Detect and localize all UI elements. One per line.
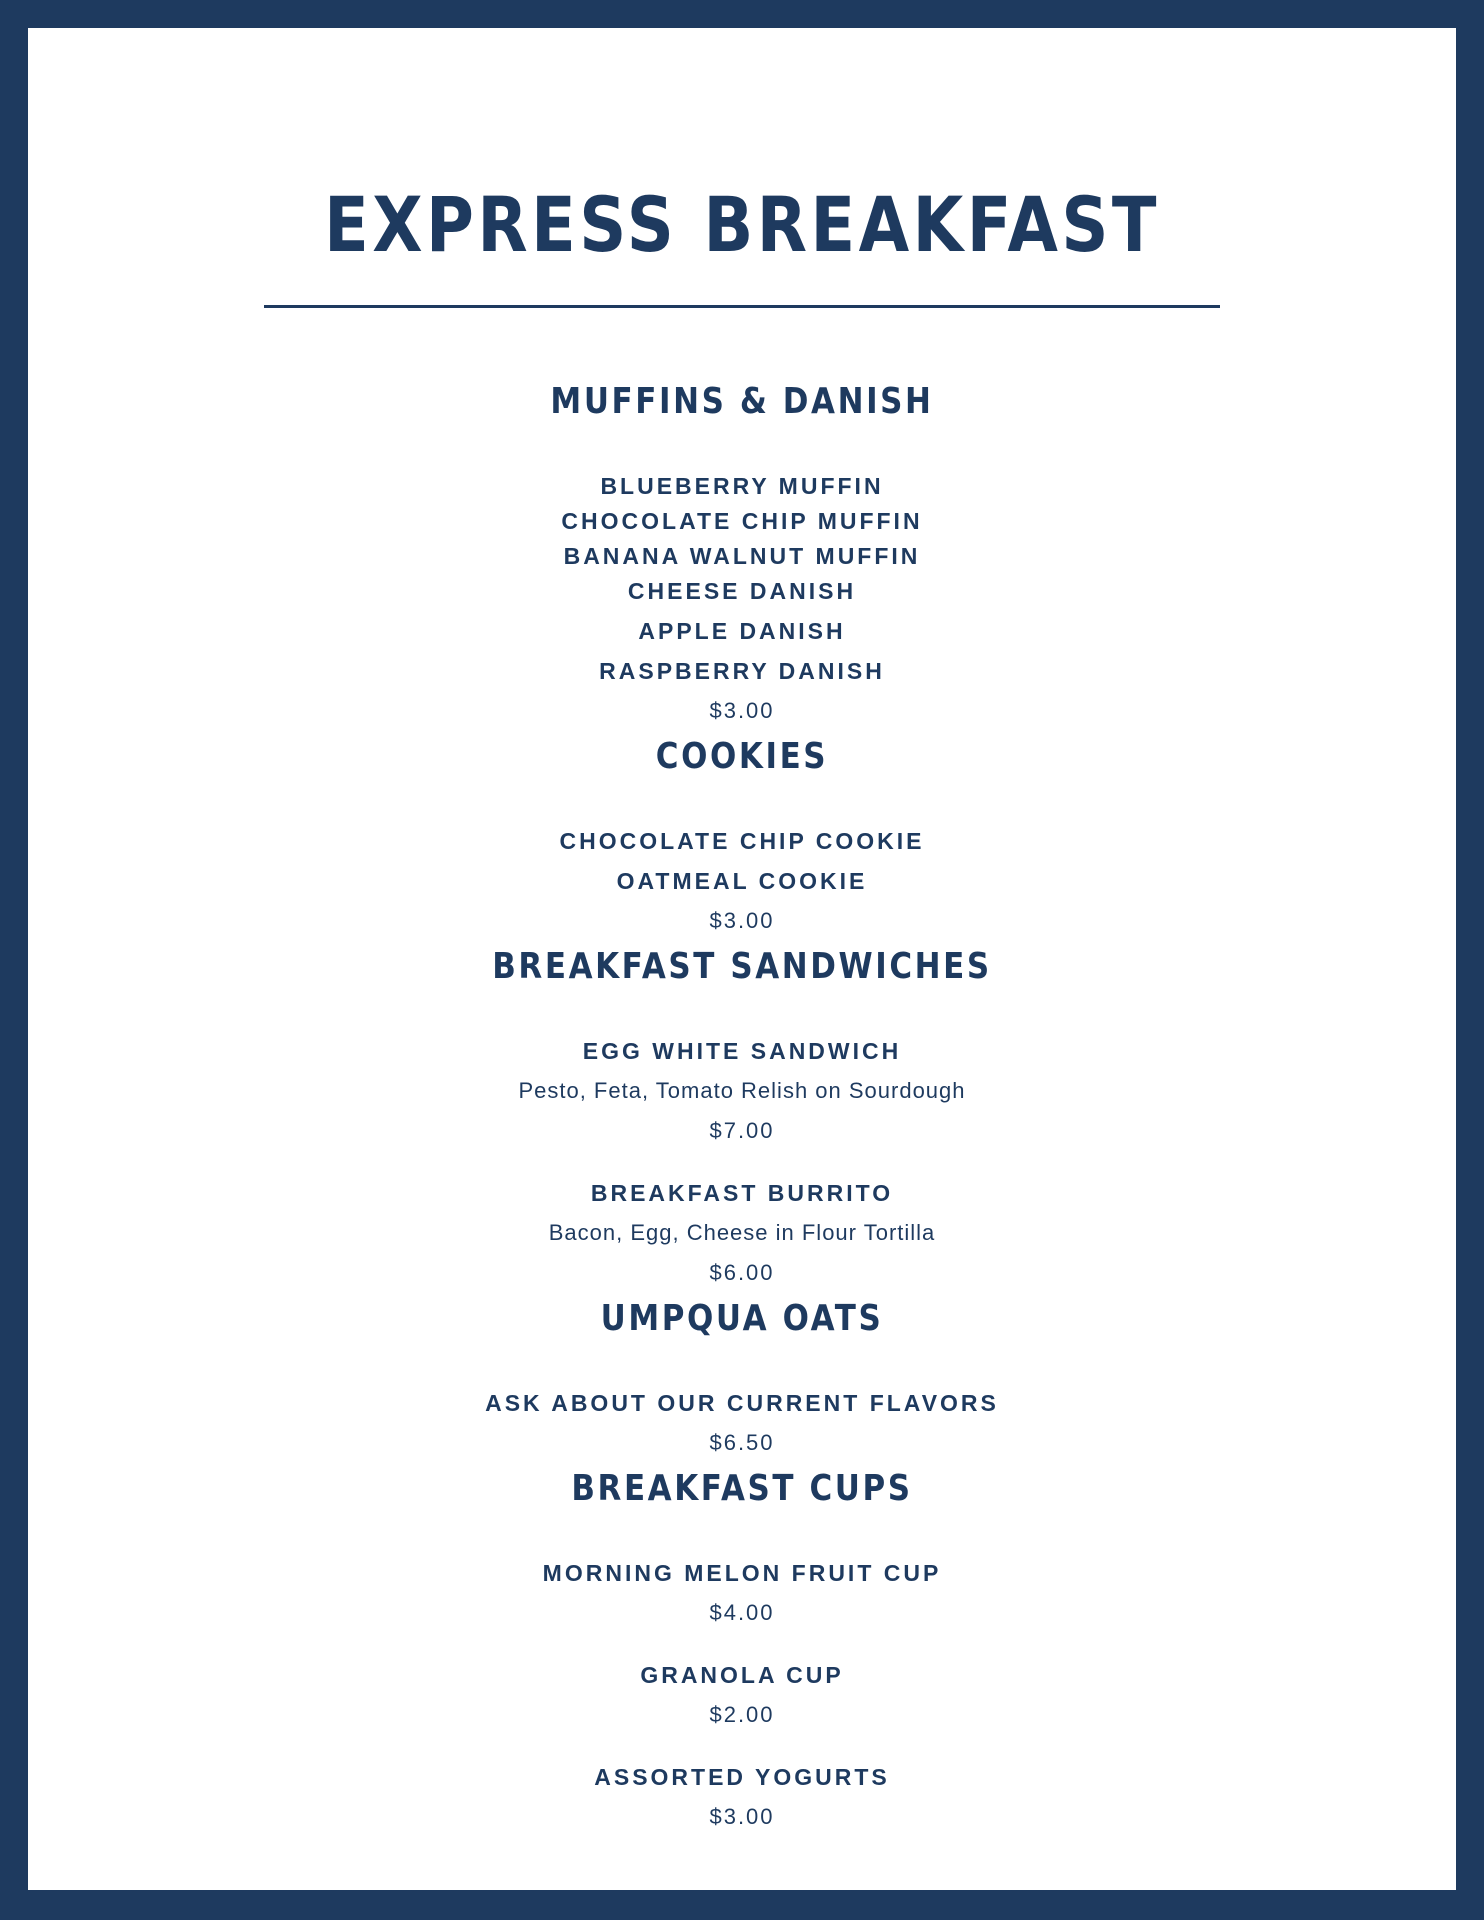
menu-item: CHOCOLATE CHIP COOKIE <box>559 828 925 854</box>
menu-item: BANANA WALNUT MUFFIN <box>563 543 921 569</box>
section-heading-oats: UMPQUA OATS <box>600 1298 884 1339</box>
menu-item-note: ASK ABOUT OUR CURRENT FLAVORS <box>485 1390 999 1416</box>
section-price: $3.00 <box>709 908 775 933</box>
menu-item-description: Bacon, Egg, Cheese in Flour Tortilla <box>548 1220 936 1245</box>
section-heading-cookies: COOKIES <box>655 736 829 777</box>
menu-item-name: GRANOLA CUP <box>640 1662 844 1688</box>
section-price: $6.50 <box>709 1430 775 1455</box>
menu-item-price: $6.00 <box>709 1260 775 1285</box>
menu-item-price: $4.00 <box>709 1600 775 1625</box>
menu-item-price: $2.00 <box>709 1702 775 1727</box>
section-heading-sandwiches: BREAKFAST SANDWICHES <box>492 946 992 987</box>
menu-item-price: $3.00 <box>709 1804 775 1829</box>
menu-item: RASPBERRY DANISH <box>599 658 885 684</box>
menu-item-description: Pesto, Feta, Tomato Relish on Sourdough <box>518 1078 966 1103</box>
menu-item-name: EGG WHITE SANDWICH <box>582 1038 902 1064</box>
menu-item: CHOCOLATE CHIP MUFFIN <box>561 508 923 534</box>
menu-item-name: ASSORTED YOGURTS <box>594 1764 890 1790</box>
section-heading-muffins: MUFFINS & DANISH <box>550 381 934 422</box>
menu-title: EXPRESS BREAKFAST <box>324 180 1160 269</box>
section-heading-cups: BREAKFAST CUPS <box>571 1468 913 1509</box>
menu-item: OATMEAL COOKIE <box>616 868 868 894</box>
menu-item: CHEESE DANISH <box>627 578 857 604</box>
section-price: $3.00 <box>709 698 775 723</box>
menu-page <box>28 28 1456 1890</box>
menu-item: BLUEBERRY MUFFIN <box>600 473 884 499</box>
menu-item: APPLE DANISH <box>638 618 846 644</box>
title-divider <box>264 305 1220 308</box>
menu-item-price: $7.00 <box>709 1118 775 1143</box>
menu-item-name: BREAKFAST BURRITO <box>590 1180 894 1206</box>
menu-item-name: MORNING MELON FRUIT CUP <box>542 1560 942 1586</box>
